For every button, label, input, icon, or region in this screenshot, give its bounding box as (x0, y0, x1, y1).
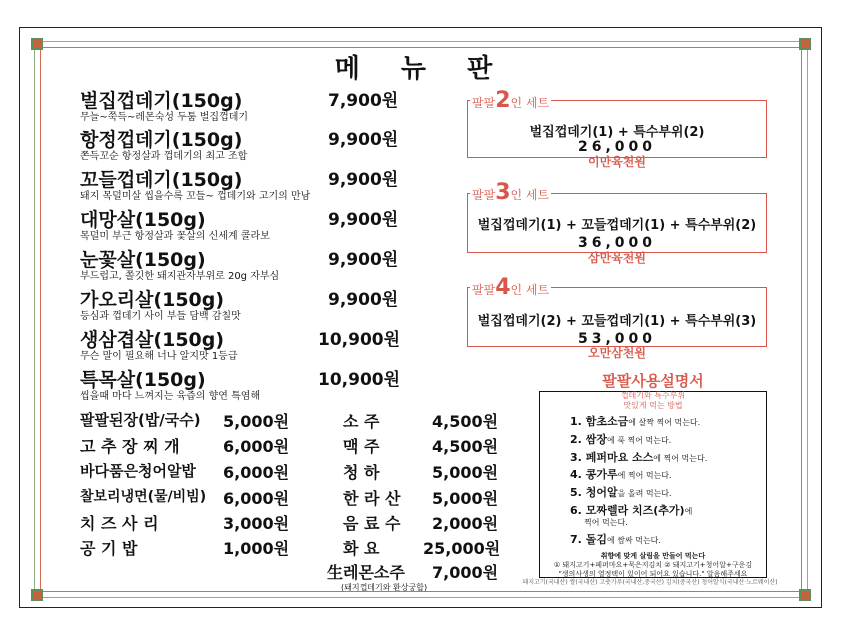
set-price: 36,000 (577, 235, 657, 251)
side-item (80, 434, 290, 456)
guide-step: 5. 청어알을 올려 먹는다. (570, 486, 672, 499)
side-item-name: 팔팔된장(밥/국수) (80, 411, 201, 429)
drink-item-price: 2,000원 (432, 514, 499, 533)
drink-item (343, 434, 503, 456)
guide-step: 4. 콩가루에 찍어 먹는다. (570, 468, 672, 481)
guide-footnote: "생의사생의 열정택이 있이어 되어요 있습니다." 알음해주세요 (558, 570, 748, 578)
menu-item-price: 7,900원 (328, 91, 399, 111)
set-label: 팔팔3인 세트 (472, 180, 550, 205)
drink-item (343, 409, 503, 431)
menu-item-name: 생삼겹살(150g) (80, 329, 225, 351)
drink-item-price: 7,000원 (432, 563, 499, 582)
menu-item-name: 벌집껍데기(150g) (80, 90, 243, 112)
side-item-name: 찰보리냉면(물/비빔) (80, 489, 207, 505)
menu-item (80, 125, 400, 162)
drink-item-name: 소 주 (343, 412, 380, 431)
menu-item-price: 10,900원 (318, 370, 401, 390)
origin-notice: 돼지고기(국내산) 쌀(국내산) 고춧가루(국내산,중국산) 김치(중국산) 청어알식(국내산·노르웨이산) (522, 579, 778, 586)
drink-item-name: 生레몬소주 (327, 563, 405, 582)
drink-item-price: 4,500원 (432, 412, 499, 431)
menu-item-desc: 돼지 목덜미살 씹을수록 꼬들~ 껍데기와 고기의 만남 (80, 191, 311, 202)
page-title: 메 뉴 판 (334, 54, 509, 84)
side-item-name: 공 기 밥 (80, 539, 138, 558)
menu-item (80, 285, 400, 322)
set-label: 팔팔4인 세트 (472, 275, 550, 300)
set-price-korean: 오만삼천원 (588, 346, 646, 360)
menu-item-desc: 무늘~쭉득~레몬숙성 두툼 벌집껍데기 (80, 112, 249, 123)
set-price: 53,000 (577, 331, 657, 347)
set-price: 26,000 (577, 139, 657, 155)
set-items: 벌집껍데기(1) + 특수부위(2) (529, 125, 705, 140)
menu-item-price: 9,900원 (328, 290, 399, 310)
menu-item (80, 245, 400, 282)
drink-item-name: 화 요 (343, 539, 380, 558)
menu-item-price: 10,900원 (318, 330, 401, 350)
menu-item-name: 특목살(150g) (80, 369, 206, 391)
menu-item (80, 86, 400, 123)
menu-item-desc: 무슨 말이 필요해 너나 알지맛 1등급 (80, 351, 238, 362)
menu-item-desc: 쫀득꼬순 항정살과 껍데기의 최고 조합 (80, 151, 248, 162)
guide-box (539, 391, 767, 578)
guide-step: 3. 페퍼마요 소스에 찍어 먹는다. (570, 451, 708, 464)
drink-item-name: 청 하 (343, 463, 380, 482)
set-items: 벌집껍데기(2) + 꼬들껍데기(1) + 특수부위(3) (477, 314, 757, 329)
corner-ornament-icon (31, 589, 43, 601)
drink-item (343, 460, 503, 482)
drink-item-price: 25,000원 (423, 539, 501, 558)
set-items: 벌집껍데기(1) + 꼬들껍데기(1) + 특수부위(2) (477, 218, 757, 233)
menu-item-desc: 목덜미 부근 항정살과 꽃살의 신세계 콜라보 (80, 231, 270, 242)
set-label: 팔팔2인 세트 (472, 88, 550, 113)
side-item-price: 6,000원 (223, 463, 290, 482)
guide-title: 팔팔사용설명서 (602, 372, 704, 390)
side-item (80, 486, 290, 508)
guide-footnote: ① 돼지고기+페퍼마요+묵은지김치 ② 돼지고기+청어알+구운김 (553, 561, 753, 569)
drink-item-price: 5,000원 (432, 463, 499, 482)
side-item-price: 5,000원 (223, 412, 290, 431)
menu-item-name: 꼬들껍데기(150g) (80, 169, 243, 191)
drink-item-name: 한 라 산 (343, 489, 401, 508)
guide-step: 찍어 먹는다. (584, 518, 628, 527)
menu-item-price: 9,900원 (328, 250, 399, 270)
drink-item-price: 4,500원 (432, 437, 499, 456)
side-item-name: 고 추 장 찌 개 (80, 437, 180, 456)
guide-footnote: 취향에 맞게 살림을 만들어 먹는다 (600, 552, 706, 560)
guide-subtitle: 맛있게 먹는 방법 (623, 401, 683, 410)
side-item-price: 1,000원 (223, 539, 290, 558)
menu-item-name: 눈꽃살(150g) (80, 249, 206, 271)
drink-item (343, 536, 503, 558)
menu-item-desc: 등심과 껍데기 사이 부들 담백 감칠맛 (80, 311, 241, 322)
drink-item (343, 511, 503, 533)
guide-step: 7. 돌김에 쌈싸 먹는다. (570, 533, 661, 546)
side-item-price: 6,000원 (223, 489, 290, 508)
menu-item-name: 대망살(150g) (80, 209, 206, 231)
drink-item-name: 음 료 수 (343, 514, 401, 533)
side-item-price: 3,000원 (223, 514, 290, 533)
side-item-name: 바다품은청어알밥 (80, 462, 196, 480)
menu-item-price: 9,900원 (328, 130, 399, 150)
drink-note: (돼지껍데기와 환상궁합) (341, 583, 428, 592)
side-item (80, 460, 290, 482)
menu-item-price: 9,900원 (328, 170, 399, 190)
menu-item (80, 325, 401, 362)
side-item (80, 511, 290, 533)
side-item-name: 치 즈 사 리 (80, 514, 159, 533)
corner-ornament-icon (799, 589, 811, 601)
guide-step: 6. 모짜렐라 치즈(추가)에 (570, 504, 693, 517)
drink-item (343, 486, 503, 508)
guide-step: 1. 함초소금에 살짝 찍어 먹는다. (570, 415, 701, 428)
set-price-korean: 삼만육천원 (588, 251, 646, 265)
side-item (80, 409, 290, 431)
set-price-korean: 이만육천원 (588, 155, 646, 169)
menu-item-name: 항정껍데기(150g) (80, 129, 243, 151)
drink-item (327, 560, 503, 582)
menu-item-name: 가오리살(150g) (80, 289, 225, 311)
menu-item-desc: 부드럽고, 쫄깃한 돼지관자부위로 20g 자부심 (80, 271, 280, 282)
menu-item-desc: 씹을때 마다 느껴지는 육즙의 향연 특염해 (80, 391, 261, 402)
drink-item-name: 맥 주 (343, 437, 380, 456)
side-item-price: 6,000원 (223, 437, 290, 456)
menu-item-price: 9,900원 (328, 210, 399, 230)
menu-item (80, 365, 401, 402)
menu-item (80, 165, 400, 202)
menu-item (80, 205, 400, 242)
drink-item-price: 5,000원 (432, 489, 499, 508)
guide-step: 2. 쌈장에 푹 찍어 먹는다. (570, 433, 672, 446)
side-item (80, 536, 290, 558)
guide-subtitle: 껍데기와 특수부위 (620, 391, 686, 400)
